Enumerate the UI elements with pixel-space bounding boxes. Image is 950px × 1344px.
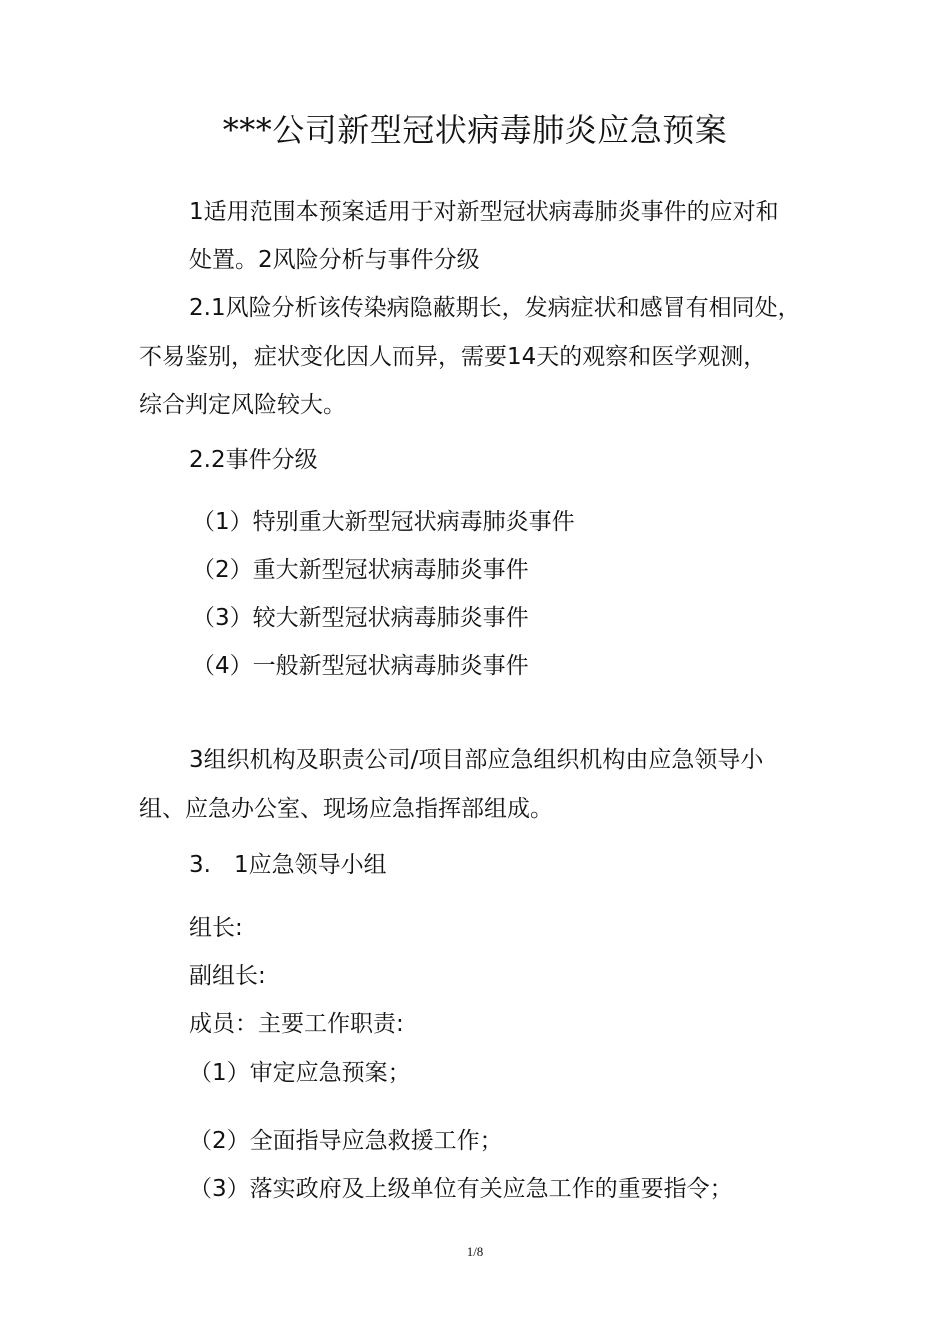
paragraph-line: 3组织机构及职责公司/项目部应急组织机构由应急领导小 <box>189 747 764 773</box>
list-item: （2）全面指导应急救援工作； <box>189 1128 503 1154</box>
paragraph-line: 2.1风险分析该传染病隐蔽期长，发病症状和感冒有相同处， <box>189 295 801 321</box>
paragraph-line: 综合判定风险较大。 <box>139 392 346 418</box>
paragraph-line: 组长: <box>189 915 243 941</box>
paragraph-line: 1适用范围本预案适用于对新型冠状病毒肺炎事件的应对和 <box>189 199 779 225</box>
paragraph-line: 处置。2风险分析与事件分级 <box>189 247 480 273</box>
document-title: ***公司新型冠状病毒肺炎应急预案 <box>222 111 728 149</box>
list-item: （2）重大新型冠状病毒肺炎事件 <box>192 557 529 583</box>
list-item: （3）较大新型冠状病毒肺炎事件 <box>192 605 529 631</box>
paragraph-line: 组、应急办公室、现场应急指挥部组成。 <box>139 796 553 822</box>
paragraph-line: 不易鉴别，症状变化因人而异，需要14天的观察和医学观测， <box>139 344 767 370</box>
paragraph-line: 副组长: <box>189 963 266 989</box>
paragraph-line: 成员：主要工作职责: <box>189 1011 404 1037</box>
section-heading: 3. 1应急领导小组 <box>189 852 387 878</box>
page-number: 1/8 <box>466 1244 484 1259</box>
section-heading: 2.2事件分级 <box>189 447 318 473</box>
list-item: （1）审定应急预案； <box>189 1060 411 1086</box>
list-item: （1）特别重大新型冠状病毒肺炎事件 <box>192 509 575 535</box>
list-item: （4）一般新型冠状病毒肺炎事件 <box>192 653 529 679</box>
list-item: （3）落实政府及上级单位有关应急工作的重要指令； <box>189 1176 733 1202</box>
